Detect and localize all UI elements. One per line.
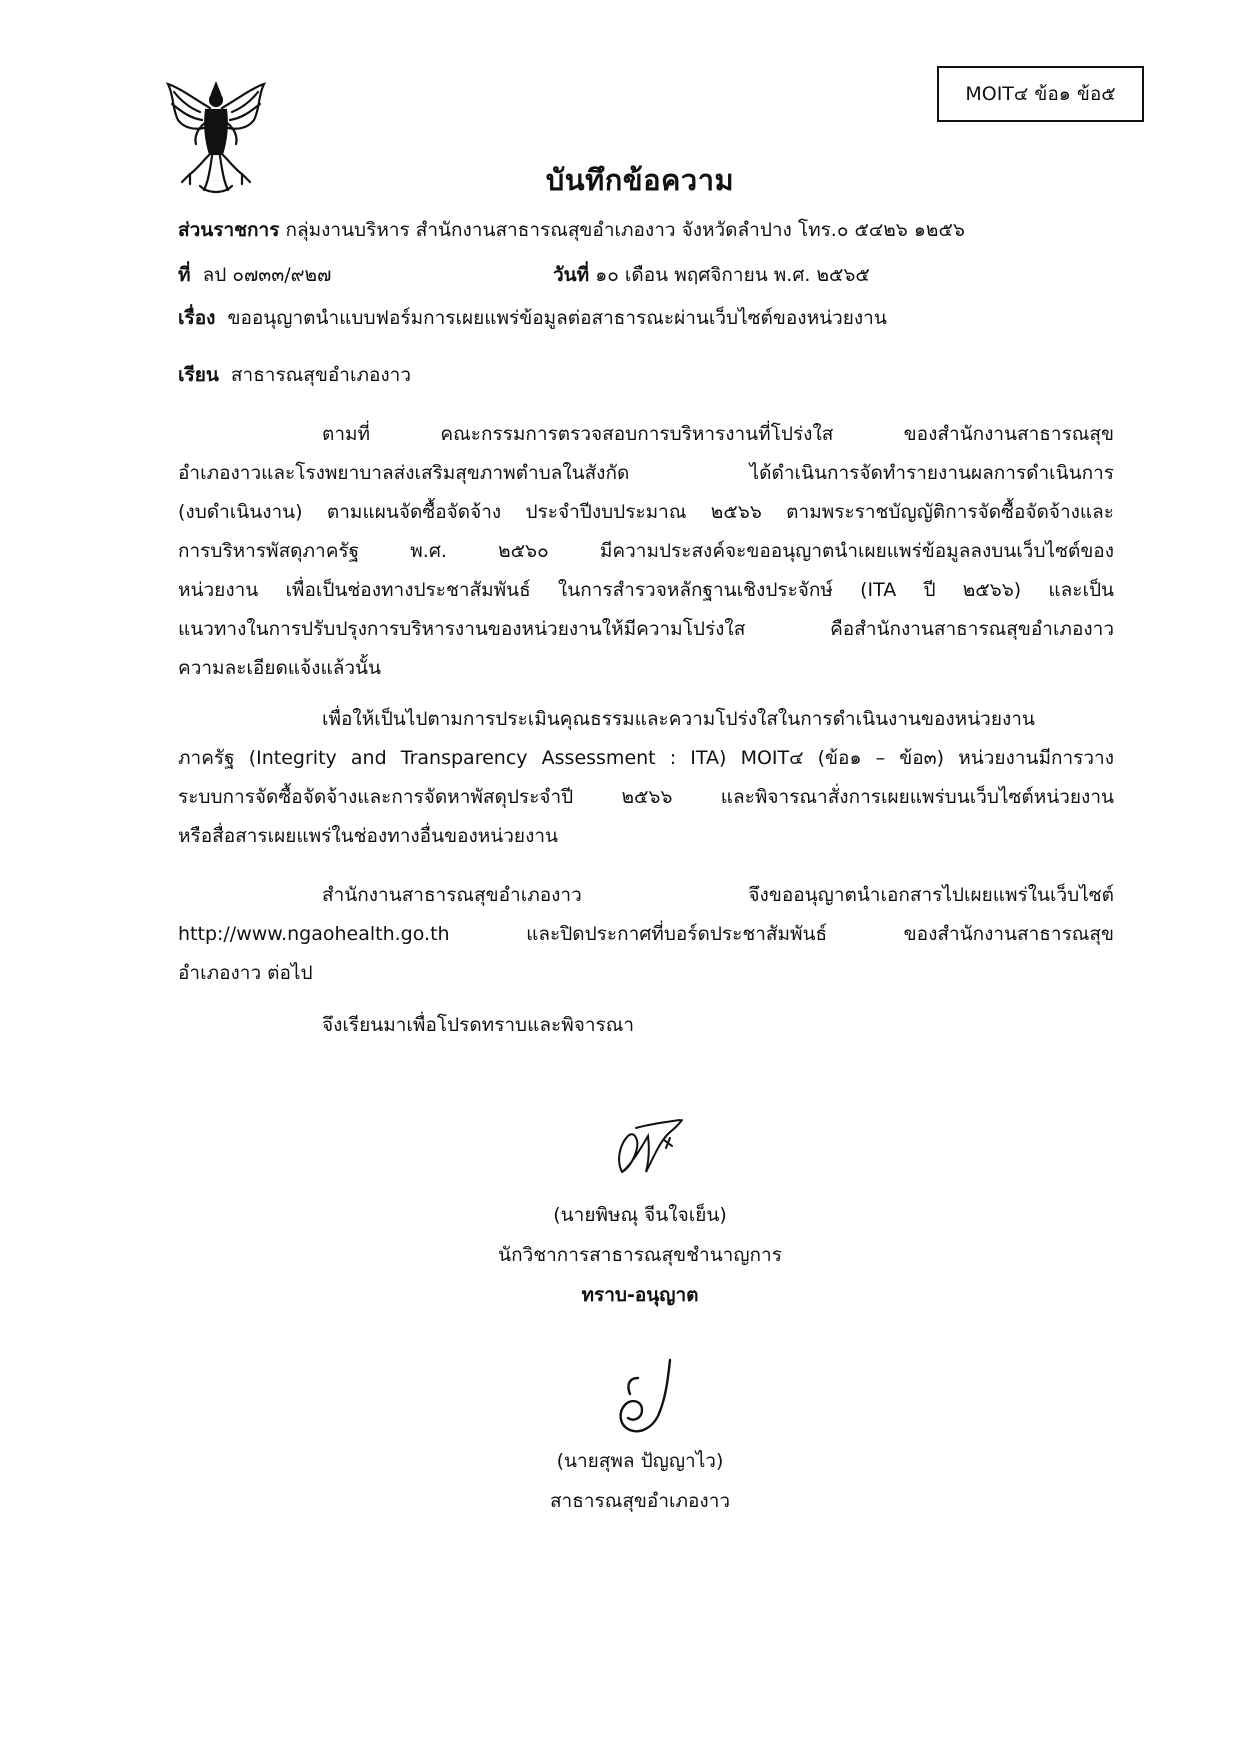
subject-line [178,303,887,333]
paragraph-line: ระบบการจัดซื้อจัดจ้างและการจัดหาพัสดุประจำปี ๒๕๖๖ และพิจารณาสั่งการเผยแพร่บนเว็บไซต์หน่วยงาน [178,786,1114,808]
garuda-emblem-icon [160,78,272,196]
subject-label: เรื่อง [178,307,216,329]
paragraph-line: สำนักงานสาธารณสุขอำเภองาว จึงขออนุญาตนำเอกสารไปเผยแพร่ในเว็บไซต์ [322,884,1114,906]
date-label: วันที่ [553,264,590,286]
recipient-label: เรียน [178,364,219,386]
approval-text: ทราบ-อนุญาต [581,1284,699,1306]
signature-2 [606,1354,678,1440]
paragraph-line: ความละเอียดแจ้งแล้วนั้น [178,657,381,679]
paragraph-line: แนวทางในการปรับปรุงการบริหารงานของหน่วยงานให้มีความโปร่งใส คือสำนักงานสาธารณสุขอำเภองาว [178,618,1114,640]
signer-2-name: (นายสุพล ปัญญาไว) [556,1450,724,1472]
body-paragraph-3 [178,876,1114,993]
body-paragraph-1 [178,415,1114,688]
agency-line [178,215,965,245]
page-title: บันทึกข้อความ [545,163,735,197]
paragraph-line: ตามที่ คณะกรรมการตรวจสอบการบริหารงานที่โปร่งใส ของสำนักงานสาธารณสุข [322,423,1114,445]
ref-number-value: ลป ๐๗๓๓/๙๒๗ [202,264,332,286]
signer-1-position: นักวิชาการสาธารณสุขชำนาญการ [498,1244,782,1266]
paragraph-line: http://www.ngaohealth.go.th และปิดประกาศที่บอร์ดประชาสัมพันธ์ ของสำนักงานสาธารณสุข [178,923,1114,945]
date-value: ๑๐ เดือน พฤศจิกายน พ.ศ. ๒๕๖๕ [595,264,870,286]
recipient-value: สาธารณสุขอำเภองาว [230,364,411,386]
paragraph-line: หรือสื่อสารเผยแพร่ในช่องทางอื่นของหน่วยงาน [178,825,558,847]
paragraph-line: อำเภองาวและโรงพยาบาลส่งเสริมสุขภาพตำบลในสังกัด ได้ดำเนินการจัดทำรายงานผลการดำเนินการ [178,462,1114,484]
ref-number-line [178,260,331,290]
agency-value: กลุ่มงานบริหาร สำนักงานสาธารณสุขอำเภองาว จังหวัดลำปาง โทร.๐ ๕๔๒๖ ๑๒๕๖ [285,219,965,241]
paragraph-line: ภาครัฐ (Integrity and Transparency Assessment : ITA) MOIT๔ (ข้อ๑ – ข้อ๓) หน่วยงานมีการวาง [178,747,1114,769]
document-code-box [937,66,1144,122]
paragraph-line: หน่วยงาน เพื่อเป็นช่องทางประชาสัมพันธ์ ในการสำรวจหลักฐานเชิงประจักษ์ (ITA ปี ๒๕๖๖) และเป็น [178,579,1114,601]
signer-2-position: สาธารณสุขอำเภองาว [549,1490,731,1512]
ref-number-label: ที่ [178,264,191,286]
paragraph-line: เพื่อให้เป็นไปตามการประเมินคุณธรรมและความโปร่งใสในการดำเนินงานของหน่วยงาน [322,708,1035,730]
subject-value: ขออนุญาตนำแบบฟอร์มการเผยแพร่ข้อมูลต่อสาธารณะผ่านเว็บไซต์ของหน่วยงาน [227,307,887,329]
date-line [553,260,870,290]
closing-text: จึงเรียนมาเพื่อโปรดทราบและพิจารณา [322,1014,635,1036]
paragraph-line: การบริหารพัสดุภาครัฐ พ.ศ. ๒๕๖๐ มีความประสงค์จะขออนุญาตนำเผยแพร่ข้อมูลลงบนเว็บไซต์ของ [178,540,1114,562]
paragraph-line: อำเภองาว ต่อไป [178,962,313,984]
paragraph-line: (งบดำเนินงาน) ตามแผนจัดซื้อจัดจ้าง ประจำปีงบประมาณ ๒๕๖๖ ตามพระราชบัญญัติการจัดซื้อจัดจ้างและ [178,501,1114,523]
agency-label: ส่วนราชการ [178,219,280,241]
signature-1 [602,1106,692,1186]
signer-1-name: (นายพิษณุ จีนใจเย็น) [553,1204,727,1226]
recipient-line [178,360,411,390]
document-code: MOIT๔ ข้อ๑ ข้อ๕ [965,83,1116,105]
body-paragraph-2 [178,700,1114,856]
